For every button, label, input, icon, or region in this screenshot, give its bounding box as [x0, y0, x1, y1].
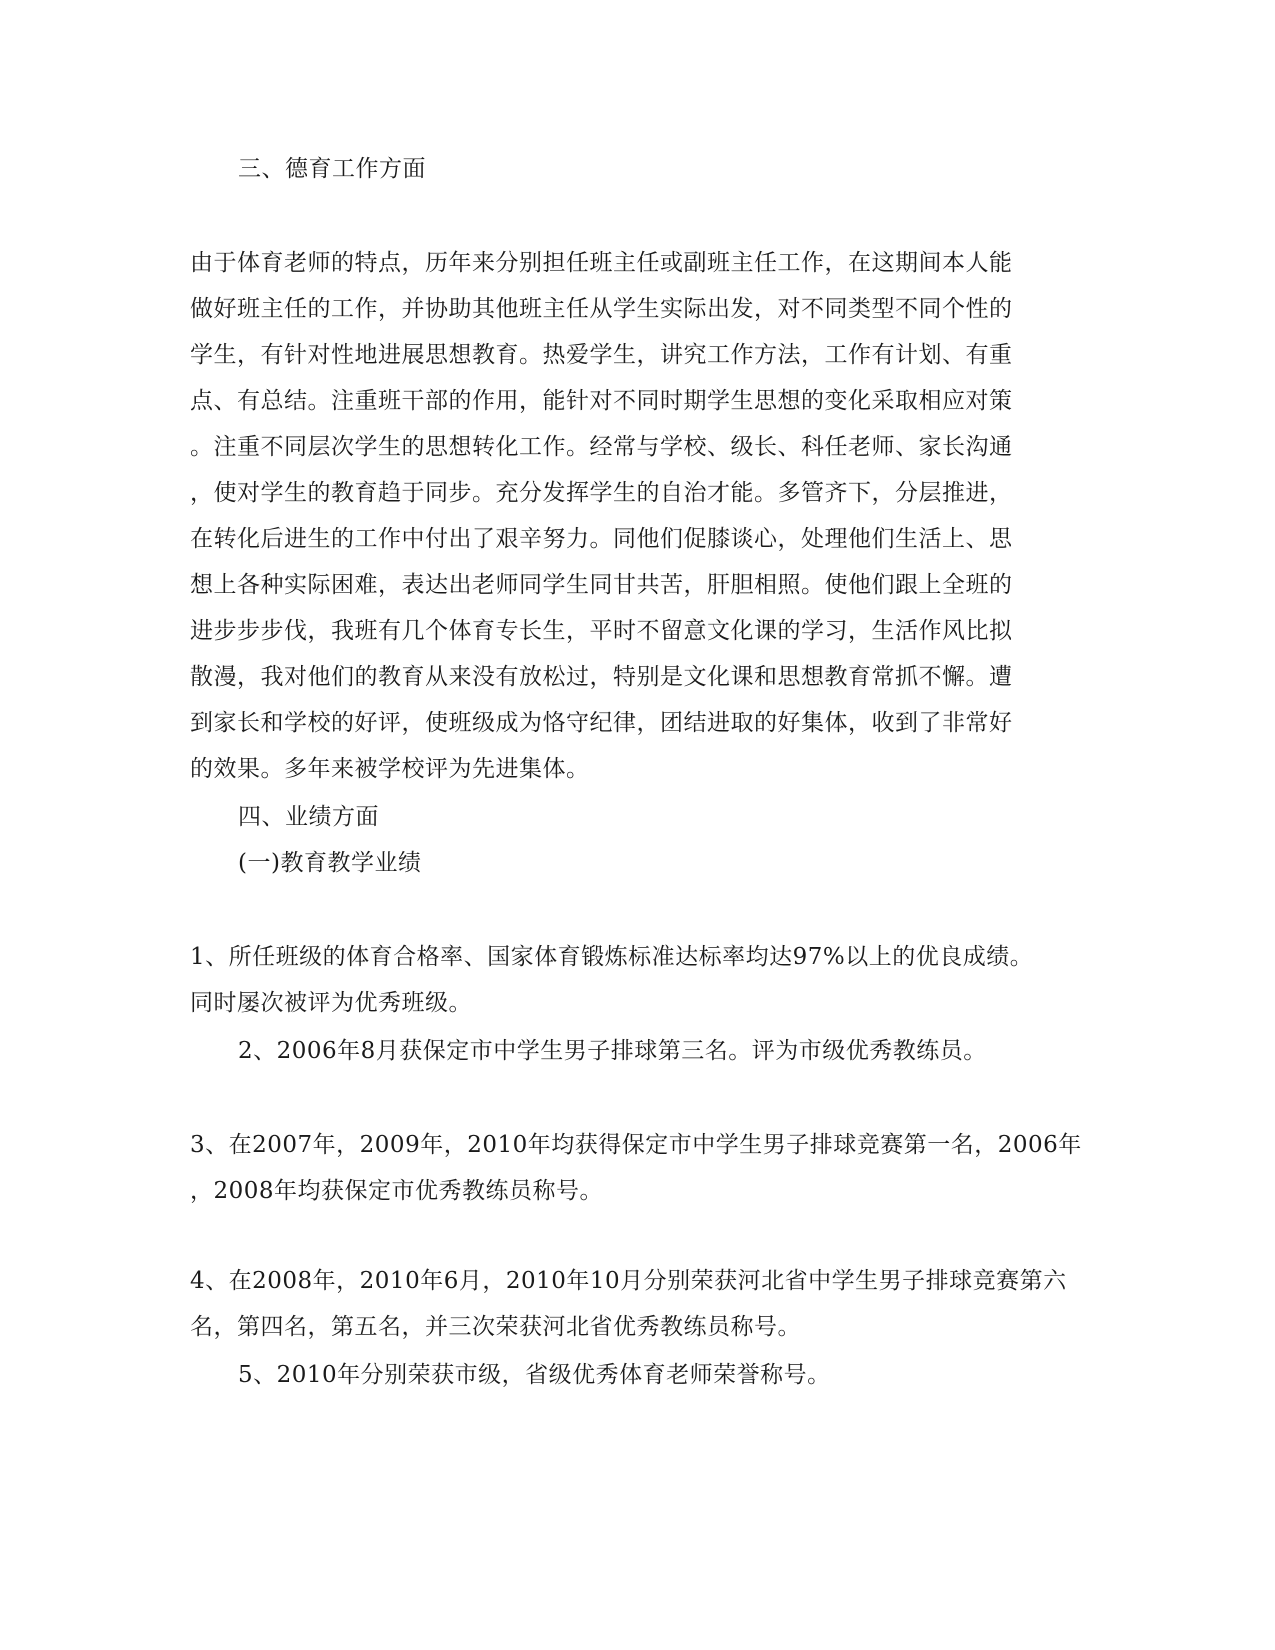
paragraph-line: 在转化后进生的工作中付出了艰辛努力。同他们促膝谈心，处理他们生活上、思 [190, 526, 1013, 552]
list-item-4-line-2: 名，第四名，第五名，并三次荣获河北省优秀教练员称号。 [190, 1314, 801, 1340]
paragraph-line: 点、有总结。注重班干部的作用，能针对不同时期学生思想的变化采取相应对策 [190, 388, 1013, 414]
paragraph-line: 。注重不同层次学生的思想转化工作。经常与学校、级长、科任老师、家长沟通 [190, 434, 1013, 460]
list-item-4-line-1: 4、在2008年，2010年6月，2010年10月分别荣获河北省中学生男子排球竞赛第六 [190, 1268, 1067, 1294]
list-item-3-line-1: 3、在2007年，2009年，2010年均获得保定市中学生男子排球竞赛第一名，2006年 [190, 1132, 1082, 1158]
paragraph-line: 由于体育老师的特点，历年来分别担任班主任或副班主任工作，在这期间本人能 [190, 250, 1013, 276]
paragraph-line: ，使对学生的教育趋于同步。充分发挥学生的自治才能。多管齐下，分层推进， [190, 480, 1013, 506]
paragraph-line: 到家长和学校的好评，使班级成为恪守纪律，团结进取的好集体，收到了非常好 [190, 710, 1013, 736]
paragraph-line: 做好班主任的工作，并协助其他班主任从学生实际出发，对不同类型不同个性的 [190, 296, 1013, 322]
list-item-1-line-2: 同时屡次被评为优秀班级。 [190, 990, 472, 1016]
list-item-1-line-1: 1、所任班级的体育合格率、国家体育锻炼标准达标率均达97%以上的优良成绩。 [190, 944, 1034, 970]
paragraph-line: 的效果。多年来被学校评为先进集体。 [190, 756, 590, 782]
subsection-heading: (一)教育教学业绩 [238, 850, 422, 876]
list-item-2: 2、2006年8月获保定市中学生男子排球第三名。评为市级优秀教练员。 [238, 1038, 987, 1064]
paragraph-line: 想上各种实际困难，表达出老师同学生同甘共苦，肝胆相照。使他们跟上全班的 [190, 572, 1013, 598]
paragraph-line: 进步步步伐，我班有几个体育专长生，平时不留意文化课的学习，生活作风比拟 [190, 618, 1013, 644]
paragraph-line: 学生，有针对性地进展思想教育。热爱学生，讲究工作方法，工作有计划、有重 [190, 342, 1013, 368]
list-item-5: 5、2010年分别荣获市级，省级优秀体育老师荣誉称号。 [238, 1362, 831, 1388]
section-heading: 三、德育工作方面 [238, 156, 426, 182]
list-item-3-line-2: ，2008年均获保定市优秀教练员称号。 [190, 1178, 604, 1204]
section-heading: 四、业绩方面 [238, 804, 379, 830]
paragraph-line: 散漫，我对他们的教育从来没有放松过，特别是文化课和思想教育常抓不懈。遭 [190, 664, 1013, 690]
